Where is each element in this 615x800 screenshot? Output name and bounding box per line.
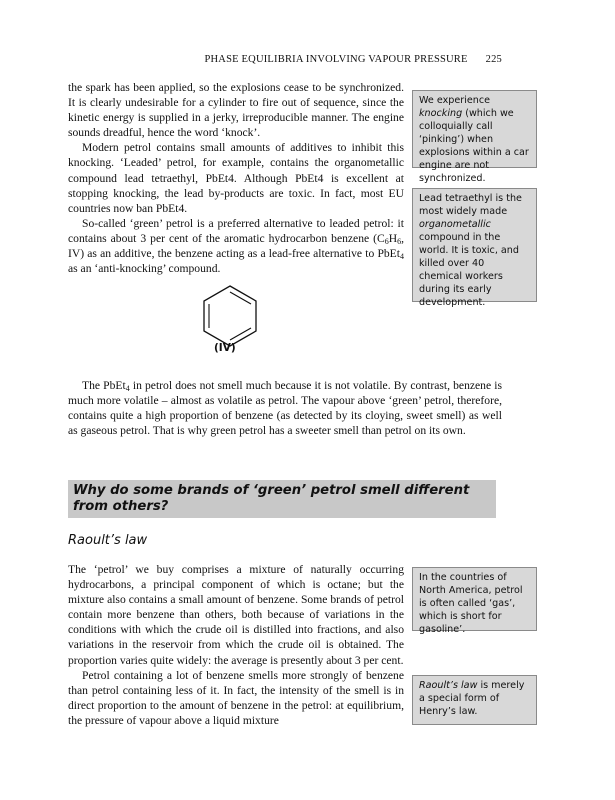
green-text-b: H — [388, 231, 398, 245]
note-text: (which we colloquially call ‘pinking’) when explosions within a car engine are not synchronized. — [419, 108, 529, 184]
paragraph-green-petrol — [68, 216, 404, 276]
green-text-d: as an ‘anti-knocking’ compound. — [68, 262, 221, 276]
subscript: 6 — [397, 236, 402, 246]
paragraph-leaded-petrol — [68, 140, 404, 215]
structure-label: (IV) — [214, 342, 236, 354]
question-heading — [68, 480, 496, 518]
note-emphasis: Raoult’s law — [419, 680, 478, 691]
section-heading-raoult: Raoult’s law — [68, 533, 148, 548]
body-text-volatility — [68, 378, 502, 438]
question-text: Why do some brands of ‘green’ petrol smell different from others? — [73, 483, 470, 514]
subscript: 4 — [125, 384, 130, 393]
note-emphasis: organometallic — [419, 219, 491, 230]
note-text: In the countries of North America, petrol is often called ‘gas’, which is short for gasoline’. — [419, 572, 523, 635]
note-text: compound in the world. It is toxic, and killed over 40 chemical workers during its early development. — [419, 232, 519, 308]
margin-note-lead-tetraethyl — [412, 188, 537, 308]
margin-note-raoult-law — [412, 675, 537, 725]
page-number: 225 — [485, 54, 502, 65]
paragraph-petrol-mixture: The ‘petrol’ we buy comprises a mixture of naturally occurring hydrocarbons, a principal component of which is octane; but the mixture also contains a small amount of benzene. Some brands of petrol contain more benzene than others, both because of variations in the conditions with which the crude oil is distilled into fractions, and also variations in the reservoir from which the crude oil is obtained. The proportion varies quite widely: the average is presently about 3 per cent. — [68, 563, 404, 667]
running-header — [60, 54, 502, 65]
note-text: is merely a special form of Henry’s law. — [419, 680, 525, 717]
paragraph-benzene-smell: Petrol containing a lot of benzene smells more strongly of benzene than petrol containing less of it. In fact, the intensity of the smell is in direct proportion to the amount of benzene in the petrol: at equilibrium, the pressure of vapour above a liquid mixture — [68, 668, 404, 727]
body-text-top — [68, 80, 404, 276]
paragraph-knock: the spark has been applied, so the explosions cease to be synchronized. It is clearly undesirable for a cylinder to fire out of sequence, since the kinetic energy is supplied in a jerky, irreproducible manner. The engine sounds dreadful, hence the word ‘knock’. — [68, 81, 404, 140]
body-text-raoult — [68, 562, 404, 728]
subscript: 6 — [384, 236, 389, 246]
green-text-a: So-called ‘green’ petrol is a preferred alternative to leaded petrol: it contains about 3 per cent of the aromatic hydrocarbon benzene (C — [68, 216, 404, 245]
note-text: We experience — [419, 95, 491, 106]
note-text: Lead tetraethyl is the most widely made — [419, 193, 522, 217]
paragraph-volatility — [68, 378, 502, 438]
green-text-c: , IV) as an additive, the benzene acting as a lead-free alternative to PbEt — [68, 231, 404, 261]
margin-note-knocking — [412, 90, 537, 184]
margin-note-gas — [412, 567, 537, 635]
subscript: 4 — [400, 252, 404, 262]
volatility-text-a: The PbEt — [82, 379, 126, 392]
running-title: PHASE EQUILIBRIA INVOLVING VAPOUR PRESSURE — [204, 54, 468, 65]
volatility-text-b: in petrol does not smell much because it is not volatile. By contrast, benzene is much more volatile – almost as volatile as petrol. The vapour above ‘green’ petrol, therefore, contains quite a high proportion of benzene (as detected by its cloying, sweet smell) as well as gaseous petrol. That is why green petrol has a sweeter smell than petrol on its own. — [68, 379, 502, 438]
note-emphasis: knocking — [419, 108, 463, 119]
paragraph-leaded-text: Modern petrol contains small amounts of additives to inhibit this knocking. ‘Leaded’ petrol, for example, contains the organometallic compound lead tetraethyl, PbEt4. Although PbEt4 is excellent at stopping knocking, the lead by-products are toxic. In fact, most EU countries now ban PbEt4. — [68, 141, 404, 215]
